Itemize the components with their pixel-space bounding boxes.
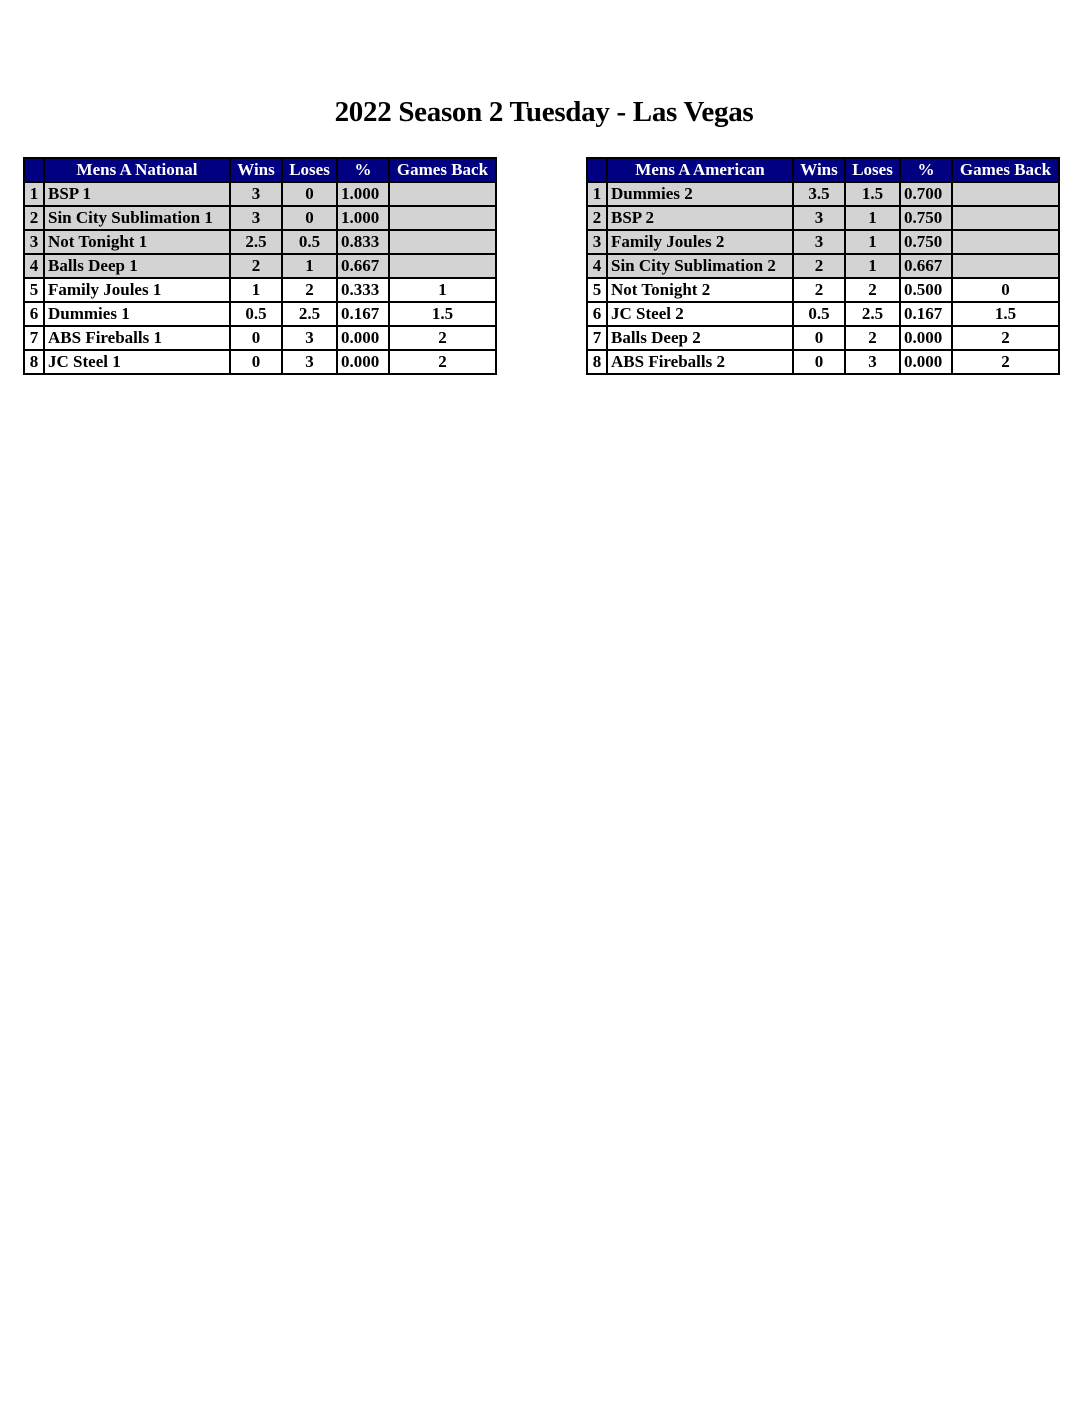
table-row bbox=[24, 230, 496, 254]
table-row bbox=[24, 254, 496, 278]
games-back-cell bbox=[952, 206, 1059, 230]
wins-cell: 2.5 bbox=[230, 230, 282, 254]
table-row bbox=[587, 230, 1059, 254]
page-title: 2022 Season 2 Tuesday - Las Vegas bbox=[334, 96, 754, 128]
team-name-cell: Family Joules 2 bbox=[607, 230, 793, 254]
games-back-column-header: Games Back bbox=[952, 158, 1059, 182]
team-name-cell: Dummies 2 bbox=[607, 182, 793, 206]
games-back-cell bbox=[389, 182, 496, 206]
wins-column-header: Wins bbox=[230, 158, 282, 182]
team-name-cell: BSP 2 bbox=[607, 206, 793, 230]
pct-cell: 0.167 bbox=[900, 302, 952, 326]
loses-cell: 1 bbox=[282, 254, 337, 278]
pct-cell: 0.833 bbox=[337, 230, 389, 254]
wins-cell: 1 bbox=[230, 278, 282, 302]
loses-cell: 1 bbox=[845, 254, 900, 278]
pct-column-header: % bbox=[337, 158, 389, 182]
rank-cell: 4 bbox=[24, 254, 44, 278]
division-name-header: Mens A National bbox=[44, 158, 230, 182]
team-name-cell: JC Steel 2 bbox=[607, 302, 793, 326]
loses-cell: 1 bbox=[845, 206, 900, 230]
pct-cell: 0.000 bbox=[900, 326, 952, 350]
loses-column-header: Loses bbox=[845, 158, 900, 182]
games-back-cell bbox=[952, 182, 1059, 206]
team-name-cell: Not Tonight 2 bbox=[607, 278, 793, 302]
loses-cell: 3 bbox=[282, 350, 337, 374]
team-name-cell: ABS Fireballs 2 bbox=[607, 350, 793, 374]
pct-cell: 0.000 bbox=[900, 350, 952, 374]
pct-cell: 0.667 bbox=[337, 254, 389, 278]
rank-cell: 6 bbox=[587, 302, 607, 326]
rank-column-header bbox=[24, 158, 44, 182]
games-back-cell bbox=[389, 254, 496, 278]
team-name-cell: Sin City Sublimation 1 bbox=[44, 206, 230, 230]
pct-column-header: % bbox=[900, 158, 952, 182]
table-row bbox=[24, 302, 496, 326]
games-back-cell: 2 bbox=[389, 350, 496, 374]
loses-cell: 2.5 bbox=[282, 302, 337, 326]
games-back-cell bbox=[952, 254, 1059, 278]
team-name-cell: Sin City Sublimation 2 bbox=[607, 254, 793, 278]
wins-cell: 2 bbox=[230, 254, 282, 278]
rank-cell: 5 bbox=[24, 278, 44, 302]
wins-column-header: Wins bbox=[793, 158, 845, 182]
wins-cell: 2 bbox=[793, 254, 845, 278]
rank-cell: 5 bbox=[587, 278, 607, 302]
rank-cell: 4 bbox=[587, 254, 607, 278]
standings-table-national bbox=[23, 157, 497, 375]
loses-cell: 2.5 bbox=[845, 302, 900, 326]
table-row bbox=[24, 326, 496, 350]
rank-cell: 2 bbox=[24, 206, 44, 230]
pct-cell: 0.167 bbox=[337, 302, 389, 326]
wins-cell: 0 bbox=[230, 326, 282, 350]
rank-cell: 1 bbox=[587, 182, 607, 206]
games-back-cell: 2 bbox=[952, 326, 1059, 350]
division-name-header: Mens A American bbox=[607, 158, 793, 182]
loses-cell: 3 bbox=[845, 350, 900, 374]
pct-cell: 0.750 bbox=[900, 206, 952, 230]
games-back-cell: 1.5 bbox=[952, 302, 1059, 326]
team-name-cell: JC Steel 1 bbox=[44, 350, 230, 374]
pct-cell: 0.700 bbox=[900, 182, 952, 206]
table-row bbox=[587, 182, 1059, 206]
table-row bbox=[587, 278, 1059, 302]
table-row bbox=[587, 350, 1059, 374]
rank-cell: 6 bbox=[24, 302, 44, 326]
loses-cell: 2 bbox=[845, 278, 900, 302]
wins-cell: 3 bbox=[230, 182, 282, 206]
loses-cell: 1 bbox=[845, 230, 900, 254]
loses-cell: 2 bbox=[845, 326, 900, 350]
team-name-cell: Balls Deep 1 bbox=[44, 254, 230, 278]
team-name-cell: Family Joules 1 bbox=[44, 278, 230, 302]
loses-cell: 2 bbox=[282, 278, 337, 302]
rank-cell: 3 bbox=[587, 230, 607, 254]
standings-table-american bbox=[586, 157, 1060, 375]
wins-cell: 0 bbox=[793, 350, 845, 374]
rank-cell: 8 bbox=[587, 350, 607, 374]
rank-cell: 2 bbox=[587, 206, 607, 230]
pct-cell: 0.000 bbox=[337, 350, 389, 374]
loses-cell: 0.5 bbox=[282, 230, 337, 254]
table-body bbox=[587, 182, 1059, 374]
team-name-cell: BSP 1 bbox=[44, 182, 230, 206]
pct-cell: 0.500 bbox=[900, 278, 952, 302]
loses-cell: 3 bbox=[282, 326, 337, 350]
loses-cell: 0 bbox=[282, 182, 337, 206]
table-row bbox=[587, 206, 1059, 230]
table-row bbox=[587, 326, 1059, 350]
wins-cell: 3 bbox=[793, 206, 845, 230]
wins-cell: 2 bbox=[793, 278, 845, 302]
rank-column-header bbox=[587, 158, 607, 182]
wins-cell: 3 bbox=[793, 230, 845, 254]
pct-cell: 0.750 bbox=[900, 230, 952, 254]
games-back-cell bbox=[389, 206, 496, 230]
loses-cell: 1.5 bbox=[845, 182, 900, 206]
games-back-cell: 1.5 bbox=[389, 302, 496, 326]
table-header-row bbox=[24, 158, 496, 182]
table-row bbox=[24, 350, 496, 374]
rank-cell: 8 bbox=[24, 350, 44, 374]
wins-cell: 0 bbox=[230, 350, 282, 374]
pct-cell: 1.000 bbox=[337, 206, 389, 230]
table-row bbox=[24, 182, 496, 206]
rank-cell: 7 bbox=[587, 326, 607, 350]
table-row bbox=[24, 278, 496, 302]
wins-cell: 3.5 bbox=[793, 182, 845, 206]
games-back-cell bbox=[389, 230, 496, 254]
games-back-cell bbox=[952, 230, 1059, 254]
games-back-cell: 2 bbox=[389, 326, 496, 350]
table-row bbox=[587, 254, 1059, 278]
pct-cell: 0.333 bbox=[337, 278, 389, 302]
wins-cell: 0.5 bbox=[793, 302, 845, 326]
pct-cell: 0.000 bbox=[337, 326, 389, 350]
team-name-cell: ABS Fireballs 1 bbox=[44, 326, 230, 350]
games-back-column-header: Games Back bbox=[389, 158, 496, 182]
table-row bbox=[587, 302, 1059, 326]
wins-cell: 0 bbox=[793, 326, 845, 350]
loses-cell: 0 bbox=[282, 206, 337, 230]
games-back-cell: 1 bbox=[389, 278, 496, 302]
table-header-row bbox=[587, 158, 1059, 182]
loses-column-header: Loses bbox=[282, 158, 337, 182]
team-name-cell: Not Tonight 1 bbox=[44, 230, 230, 254]
wins-cell: 3 bbox=[230, 206, 282, 230]
rank-cell: 7 bbox=[24, 326, 44, 350]
pct-cell: 0.667 bbox=[900, 254, 952, 278]
wins-cell: 0.5 bbox=[230, 302, 282, 326]
rank-cell: 3 bbox=[24, 230, 44, 254]
team-name-cell: Dummies 1 bbox=[44, 302, 230, 326]
team-name-cell: Balls Deep 2 bbox=[607, 326, 793, 350]
table-body bbox=[24, 182, 496, 374]
table-row bbox=[24, 206, 496, 230]
games-back-cell: 0 bbox=[952, 278, 1059, 302]
pct-cell: 1.000 bbox=[337, 182, 389, 206]
games-back-cell: 2 bbox=[952, 350, 1059, 374]
rank-cell: 1 bbox=[24, 182, 44, 206]
